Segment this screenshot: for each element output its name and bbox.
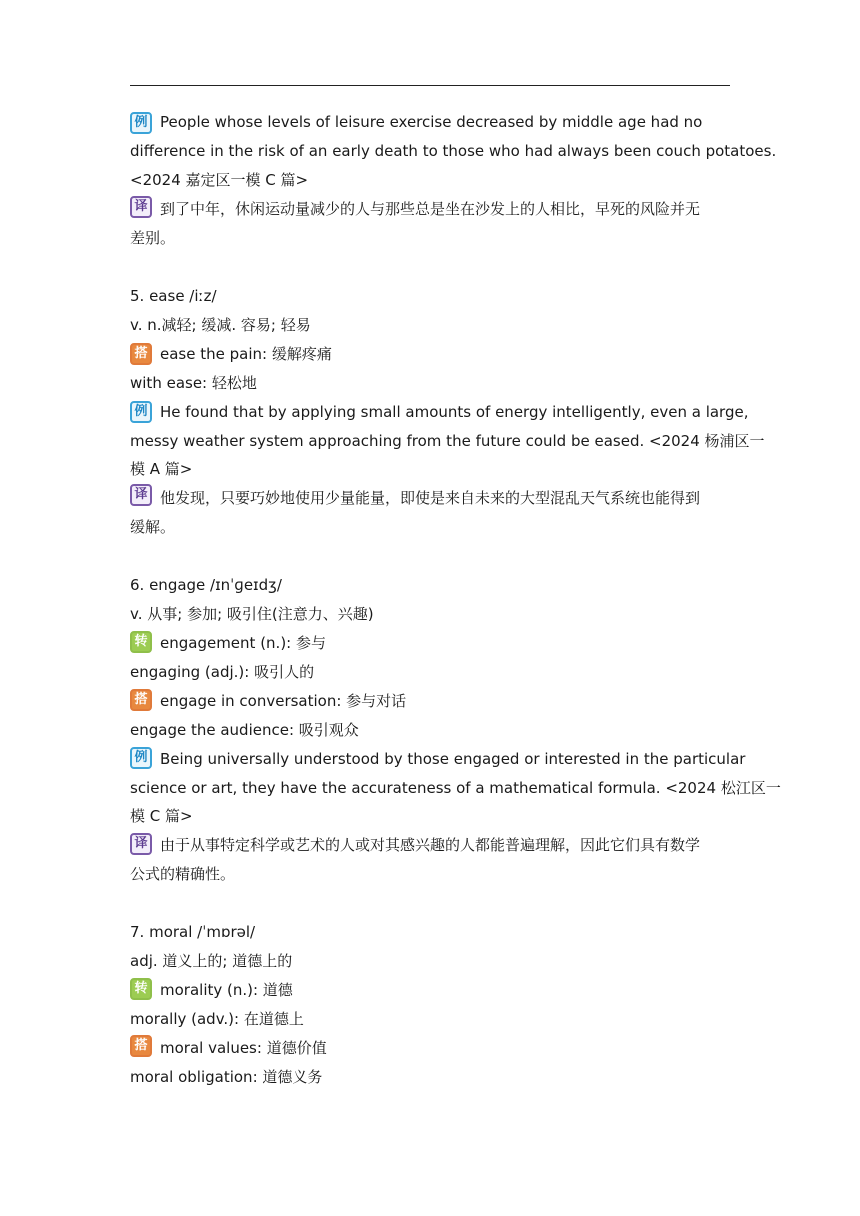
entry-headword: 6. engage /ɪnˈɡeɪdʒ/ (130, 576, 282, 594)
example-line: Being universally understood by those engaged or interested in the particular (160, 750, 746, 768)
entry-headword: 7. moral /ˈmɒrəl/ (130, 923, 256, 941)
example-line: messy weather system approaching from the future could be eased. <2024 杨浦区一 (130, 432, 765, 450)
collocation-tag-icon: 搭 (130, 343, 152, 365)
translate-tag-icon: 译 (130, 833, 152, 855)
entry-headword: 5. ease /iːz/ (130, 287, 217, 305)
collocation-line: with ease: 轻松地 (130, 374, 257, 392)
conversion-tag-icon: 转 (130, 631, 152, 653)
collocation-tag-icon: 搭 (130, 689, 152, 711)
collocation-line: moral obligation: 道德义务 (130, 1068, 323, 1086)
collocation-tag-icon: 搭 (130, 1035, 152, 1057)
conversion-line: engagement (n.): 参与 (160, 634, 326, 652)
example-tag-icon: 例 (130, 112, 152, 134)
translate-tag-icon: 译 (130, 196, 152, 218)
entry-pos: v. n.减轻; 缓减. 容易; 轻易 (130, 316, 311, 334)
example-line: People whose levels of leisure exercise decreased by middle age had no (160, 113, 703, 131)
translation-line: 他发现，只要巧妙地使用少量能量，即使是来自未来的大型混乱天气系统也能得到 (160, 489, 701, 507)
example-line: 模 A 篇> (130, 460, 193, 478)
example-tag-icon: 例 (130, 401, 152, 423)
example-line: He found that by applying small amounts of energy intelligently, even a large, (160, 403, 749, 421)
collocation-line: moral values: 道德价值 (160, 1039, 327, 1057)
example-line: difference in the risk of an early death to those who had always been couch potatoes. (130, 142, 777, 160)
example-line: science or art, they have the accurateness of a mathematical formula. <2024 松江区一 (130, 779, 781, 797)
example-source: <2024 嘉定区一模 C 篇> (130, 171, 309, 189)
example-line: 模 C 篇> (130, 807, 193, 825)
conversion-line: engaging (adj.): 吸引人的 (130, 663, 315, 681)
entry-pos: v. 从事; 参加; 吸引住(注意力、兴趣) (130, 605, 374, 623)
collocation-line: engage the audience: 吸引观众 (130, 721, 359, 739)
collocation-line: ease the pain: 缓解疼痛 (160, 345, 332, 363)
conversion-line: morally (adv.): 在道德上 (130, 1010, 304, 1028)
translation-line: 公式的精确性。 (130, 865, 236, 883)
conversion-tag-icon: 转 (130, 978, 152, 1000)
collocation-line: engage in conversation: 参与对话 (160, 692, 407, 710)
translation-line: 由于从事特定科学或艺术的人或对其感兴趣的人都能普遍理解，因此它们具有数学 (160, 836, 701, 854)
translation-line: 差别。 (130, 229, 176, 247)
translation-line: 缓解。 (130, 518, 176, 536)
conversion-line: morality (n.): 道德 (160, 981, 293, 999)
header-rule (130, 85, 730, 86)
entry-pos: adj. 道义上的; 道德上的 (130, 952, 293, 970)
translate-tag-icon: 译 (130, 484, 152, 506)
translation-line: 到了中年，休闲运动量减少的人与那些总是坐在沙发上的人相比，早死的风险并无 (160, 200, 701, 218)
example-tag-icon: 例 (130, 747, 152, 769)
